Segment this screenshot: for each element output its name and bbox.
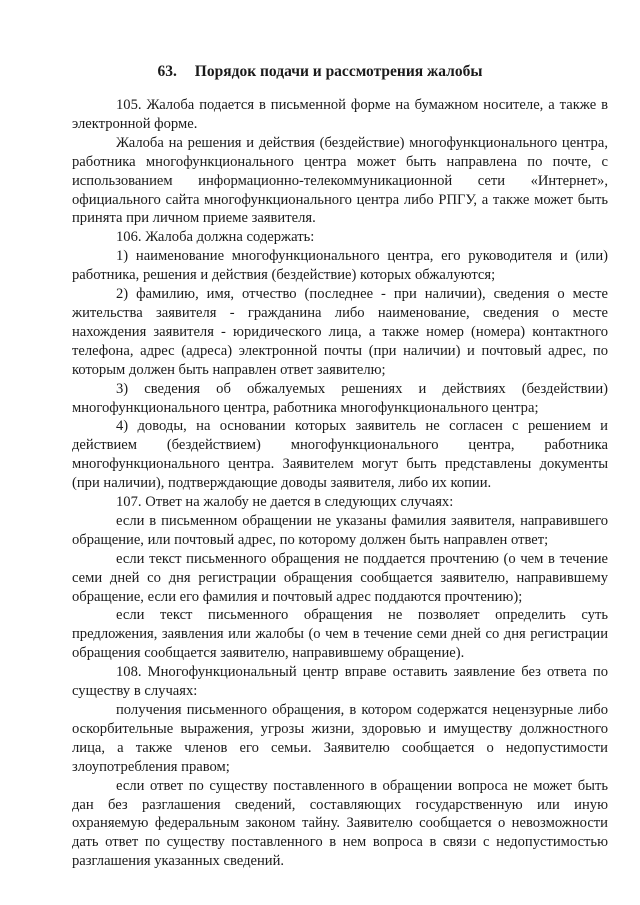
list-item-106-2: 2) фамилию, имя, отчество (последнее - при наличии), сведения о месте жительства заявителя - гражданина либо наименование, сведения о месте нахождения заявителя - юридического лица, а также номер (номера) контактного телефона, адрес (адреса) электронной почты (при наличии) и почтовый адрес, по которым должен быть направлен ответ заявителю;: [72, 286, 608, 378]
list-item-107-1: если в письменном обращении не указаны фамилия заявителя, направившего обращение, или почтовый адрес, по которому должен быть направлен ответ;: [72, 512, 608, 548]
list-item-108-2: если ответ по существу поставленного в обращении вопроса не может быть дан без разглашения сведений, составляющих государственную или иную охраняемую федеральным законом тайну. Заявителю сообщается о невозможности дать ответ по существу поставленного в нем вопроса в связи с недопустимостью разглашения указанных сведений.: [72, 777, 608, 870]
paragraph-complaint-channels: Жалоба на решения и действия (бездействие) многофункционального центра, работника многофункционального центра может быть направлена по почте, с использованием информационно-телекоммуникационной сети «Интернет», официального сайта многофункционального центра либо РПГУ, а также может быть принята при личном приеме заявителя.: [72, 134, 608, 227]
section-heading: [0, 62, 640, 82]
paragraph-108: 108. Многофункциональный центр вправе оставить заявление без ответа по существу в случаях:: [72, 664, 608, 700]
paragraph-106: 106. Жалоба должна содержать:: [116, 229, 315, 246]
list-item-106-4: 4) доводы, на основании которых заявитель не согласен с решением и действием (бездействием) многофункционального центра, работника многофункционального центра. Заявителем могут быть представлены документы (при наличии), подтверждающие доводы заявителя, либо их копии.: [72, 418, 608, 492]
list-item-107-2: если текст письменного обращения не поддается прочтению (о чем в течение семи дней со дня регистрации обращения сообщается заявителю, направившему обращение, если его фамилия и почтовый адрес поддаются прочтению);: [72, 550, 608, 605]
list-item-107-3: если текст письменного обращения не позволяет определить суть предложения, заявления или жалобы (о чем в течение семи дней со дня регистрации обращения сообщается заявителю, направившему обращение).: [72, 607, 608, 662]
list-item-106-1: 1) наименование многофункционального центра, его руководителя и (или) работника, решения и действия (бездействие) которых обжалуются;: [72, 248, 608, 284]
list-item-106-3: 3) сведения об обжалуемых решениях и действиях (бездействии) многофункционального центра, работника многофункционального центра;: [72, 380, 608, 416]
section-title: Порядок подачи и рассмотрения жалобы: [194, 63, 483, 80]
paragraph-107: 107. Ответ на жалобу не дается в следующих случаях:: [116, 494, 454, 511]
section-number: 63.: [157, 63, 177, 80]
document-body: [72, 96, 608, 871]
list-item-108-1: получения письменного обращения, в котором содержатся нецензурные либо оскорбительные выражения, угрозы жизни, здоровью и имуществу должностного лица, а также членов его семьи. Заявителю сообщается о недопустимости злоупотребления правом;: [72, 702, 608, 775]
paragraph-105: 105. Жалоба подается в письменной форме на бумажном носителе, а также в электронной форме.: [72, 97, 608, 132]
